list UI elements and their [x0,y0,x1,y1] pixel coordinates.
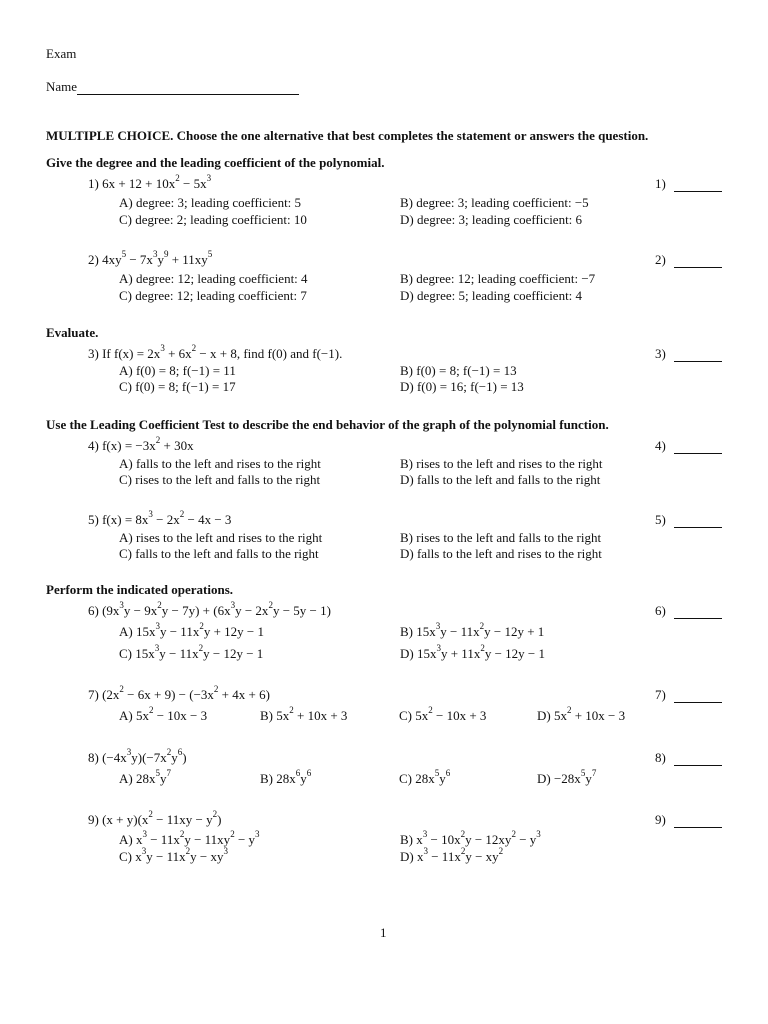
choice-a: A) $5x^2 - 10x - 3$ [119,705,208,723]
instructions: MULTIPLE CHOICE. Choose the one alternative that best completes the statement or answers the question. [46,128,649,143]
choice-d: D) falls to the left and rises to the right [400,546,602,561]
choice-b: B) $5x^2 + 10x + 3$ [260,705,348,723]
answer-number: 3) [655,346,666,361]
section-heading-end-behavior: Use the Leading Coefficient Test to describe the end behavior of the graph of the polynomial function. [46,417,609,432]
choice-a: A) $28x^5y^7$ [119,768,171,786]
choice-c: C) degree: 2; leading coefficient: 10 [119,212,307,227]
answer-number: 9) [655,812,666,827]
question-stem: 7) $(2x^2 - 6x + 9) - (-3x^2 + 4x + 6)$ [88,684,270,702]
choice-d: D) falls to the left and falls to the right [400,472,601,487]
choice-d: D) degree: 3; leading coefficient: 6 [400,212,583,227]
choice-a: A) degree: 3; leading coefficient: 5 [119,195,302,210]
answer-blank-line[interactable] [674,701,722,703]
answer-blank-line[interactable] [674,764,722,766]
choice-d: D) $15x^3y + 11x^2y - 12y - 1$ [400,643,545,661]
name-field [46,79,299,95]
question-stem: 5) $f(x) = 8x^3 - 2x^2 - 4x - 3$ [88,509,232,527]
answer-number: 8) [655,750,666,765]
answer-number: 1) [655,176,666,191]
answer-blank-line[interactable] [674,190,722,192]
choice-b: B) f(0) = 8; f(−1) = 13 [400,363,517,378]
answer-number: 2) [655,252,666,267]
choice-d: D) degree: 5; leading coefficient: 4 [400,288,583,303]
choice-c: C) f(0) = 8; f(−1) = 17 [119,379,236,394]
choice-b: B) degree: 3; leading coefficient: −5 [400,195,589,210]
answer-number: 4) [655,438,666,453]
choice-b: B) rises to the left and rises to the right [400,456,603,471]
answer-number: 6) [655,603,666,618]
exam-title: Exam [46,46,77,61]
choice-b: B) $x^3 - 10x^2y - 12xy^2 - y^3$ [400,829,541,847]
question-stem: 1) $6x + 12 + 10x^2 - 5x^3$ [88,173,212,191]
question-stem: 4) $f(x) = -3x^2 + 30x$ [88,435,194,453]
choice-c: C) falls to the left and falls to the right [119,546,319,561]
choice-a: A) rises to the left and rises to the right [119,530,323,545]
choice-d: $D) -28x^5y^7$ [537,768,597,786]
choice-d: D) $5x^2 + 10x - 3$ [537,705,626,723]
choice-b: B) $28x^6y^6$ [260,768,312,786]
name-blank-line [77,82,299,95]
question-stem: 3) If $f(x) = 2x^3 + 6x^2 - x + 8$, find f(0) and f(−1). [88,343,343,361]
question-stem: 8) $(-4x^3y)(-7x^2y^6)$ [88,747,187,765]
answer-blank-line[interactable] [674,360,722,362]
question-stem: 9) $(x + y)(x^2 - 11xy - y^2)$ [88,809,222,827]
choice-b: B) degree: 12; leading coefficient: −7 [400,271,596,286]
answer-blank-line[interactable] [674,526,722,528]
choice-c: C) $5x^2 - 10x + 3$ [399,705,487,723]
choice-a: A) falls to the left and rises to the right [119,456,321,471]
question-stem: 2) $4xy^5 - 7x^3y^9 + 11xy^5$ [88,249,213,267]
section-heading-evaluate: Evaluate. [46,325,99,340]
answer-blank-line[interactable] [674,266,722,268]
choice-c: C) $x^3y - 11x^2y - xy^3$ [119,846,228,864]
choice-a: A) f(0) = 8; f(−1) = 11 [119,363,236,378]
choice-b: B) $15x^3y - 11x^2y - 12y + 1$ [400,621,545,639]
choice-c: C) rises to the left and falls to the right [119,472,321,487]
choice-a: A) $15x^3y - 11x^2y + 12y - 1$ [119,621,264,639]
choice-c: C) $15x^3y - 11x^2y - 12y - 1$ [119,643,264,661]
name-label: Name [46,79,78,94]
choice-a: A) degree: 12; leading coefficient: 4 [119,271,308,286]
answer-blank-line[interactable] [674,826,722,828]
choice-a: A) $x^3 - 11x^2y - 11xy^2 - y^3$ [119,829,260,847]
answer-number: 7) [655,687,666,702]
choice-d: D) $x^3 - 11x^2y - xy^2$ [400,846,504,864]
section-heading-operations: Perform the indicated operations. [46,582,234,597]
answer-blank-line[interactable] [674,617,722,619]
choice-b: B) rises to the left and falls to the right [400,530,602,545]
question-stem: 6) $(9x^3y - 9x^2y - 7y) + (6x^3y - 2x^2y - 5y - 1)$ [88,600,331,618]
choice-c: C) degree: 12; leading coefficient: 7 [119,288,307,303]
choice-d: D) f(0) = 16; f(−1) = 13 [400,379,524,394]
choice-c: C) $28x^5y^6$ [399,768,451,786]
answer-number: 5) [655,512,666,527]
page-number: 1 [380,925,387,940]
answer-blank-line[interactable] [674,452,722,454]
section-heading-degree: Give the degree and the leading coefficient of the polynomial. [46,155,385,170]
